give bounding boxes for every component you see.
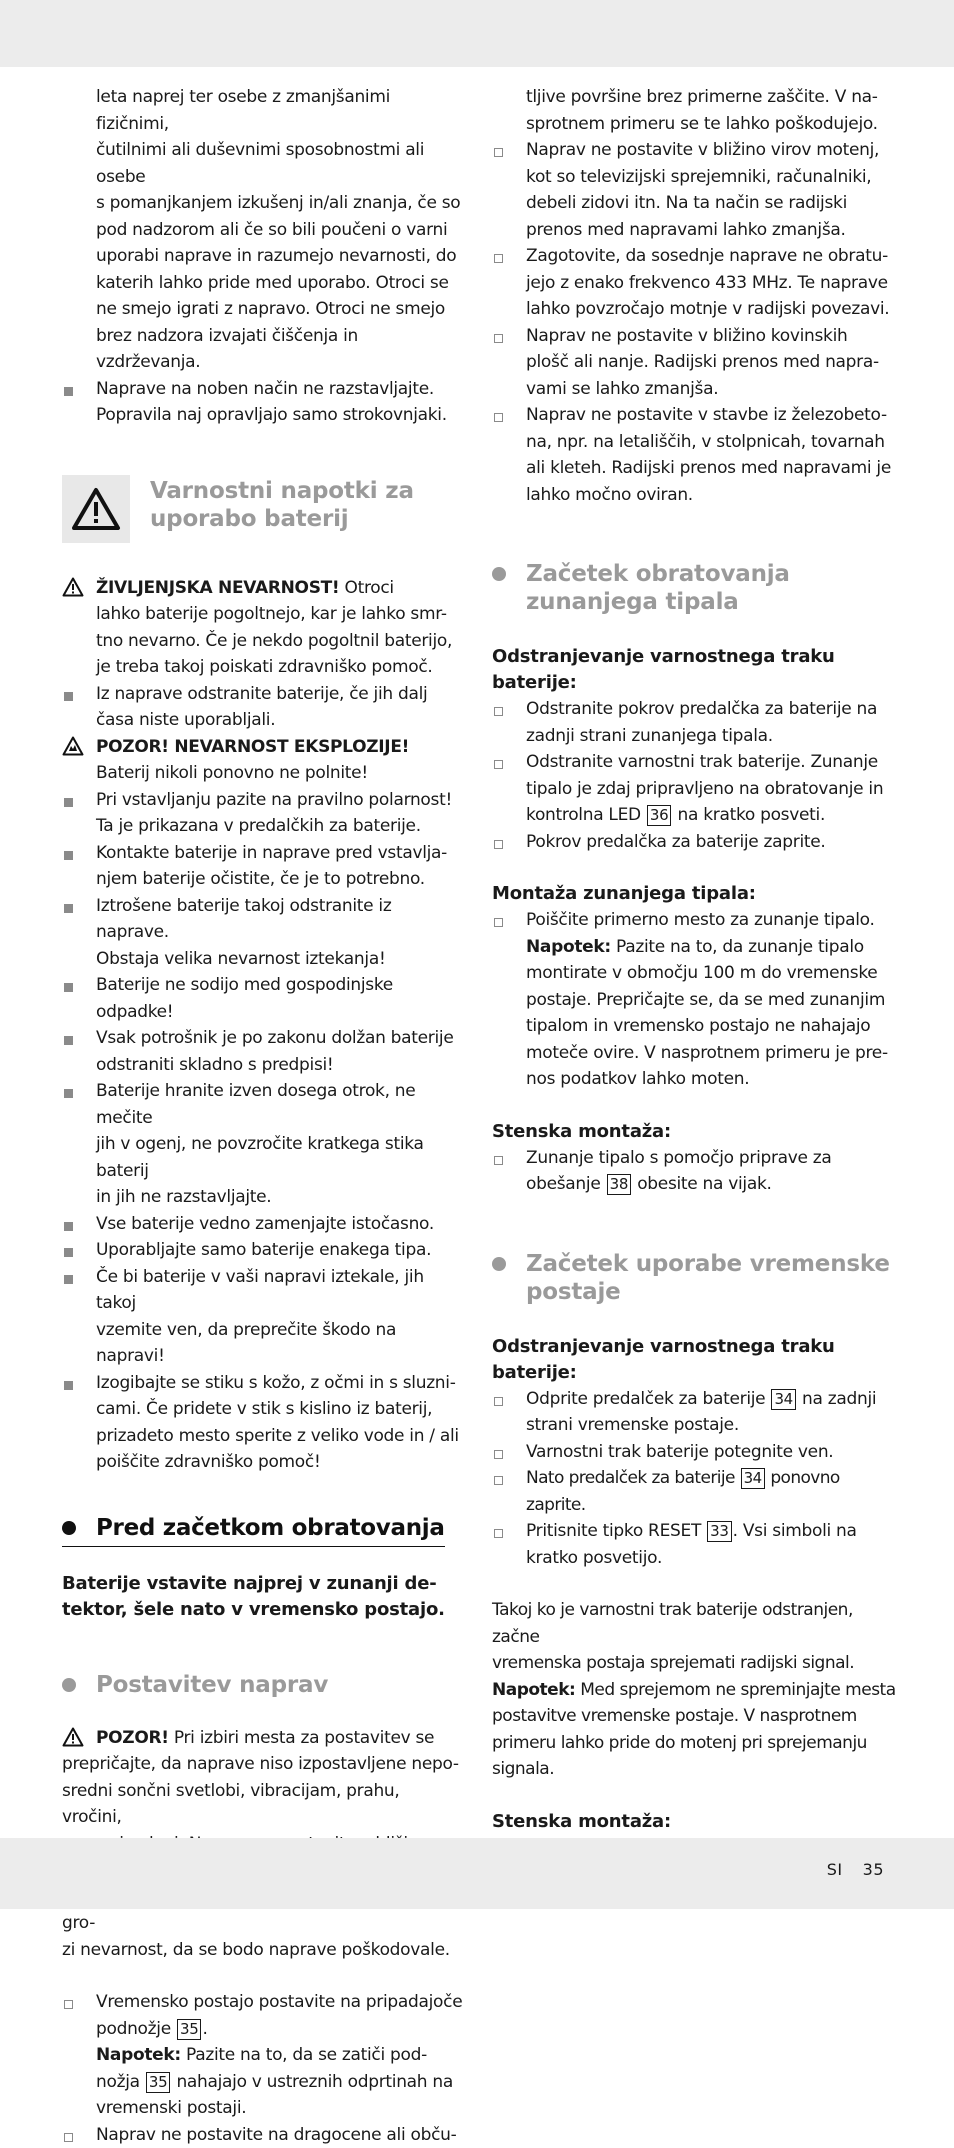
list-item (62, 1264, 464, 1370)
list-item (492, 323, 897, 403)
right-column (492, 84, 897, 1888)
text-line: Uporabljajte samo baterije enakega tipa. (96, 1237, 464, 1264)
caution-paragraph (62, 1725, 464, 1752)
heading-text: Pred začetkom obratovanja (96, 1515, 445, 1541)
list-item (62, 1211, 464, 1238)
text-fragment: na kratko posveti. (672, 805, 825, 825)
text-line: Obstaja velika nevarnost iztekanja! (96, 946, 464, 973)
text-fragment: Nato predalček za baterije (526, 1468, 740, 1488)
list-item (62, 1370, 464, 1476)
list-item (492, 137, 897, 243)
text-line: leta naprej ter osebe z zmanjšanimi fizičnimi, (96, 84, 464, 137)
text-line: signala. (492, 1756, 897, 1783)
text-line: Iz naprave odstranite baterije, če jih dalj (96, 681, 464, 708)
text-fragment: Odprite predalček za baterije (526, 1389, 770, 1409)
text-line: Vsak potrošnik je po zakonu dolžan baterije (96, 1025, 464, 1052)
text-line: tipalom in vremensko postajo ne nahajajo (526, 1013, 897, 1040)
text-line: ne smejo igrati z napravo. Otroci ne smejo (96, 296, 464, 323)
part-reference-number: 34 (771, 1389, 796, 1410)
list-item (62, 1237, 464, 1264)
heading-text: Postavitev naprav (96, 1672, 328, 1698)
text-fragment: ponovno zaprite. (526, 1468, 840, 1515)
part-reference-number: 33 (707, 1521, 732, 1542)
text-line: Baterije vstavite najprej v zunanji de- (62, 1571, 464, 1597)
text-fragment: Otroci (339, 578, 393, 598)
text-line: lahko močno oviran. (526, 482, 897, 509)
warning-icon (62, 577, 84, 606)
part-reference-number: 35 (177, 2019, 202, 2040)
text-line: Naprave na noben način ne razstavljajte. (96, 376, 464, 403)
battery-safety-header (62, 475, 464, 559)
subheading: Montaža zunanjega tipala: (492, 881, 897, 907)
note-label: Napotek: (526, 937, 611, 957)
text-line: Naprav ne postavite v bližino kovinskih (526, 323, 897, 350)
text-line: Pokrov predalčka za baterije zaprite. (526, 829, 897, 856)
text-line: Vse baterije vedno zamenjajte istočasno. (96, 1211, 464, 1238)
insert-note (62, 1571, 464, 1623)
bottom-margin-bar (0, 1838, 954, 1909)
list-item (62, 681, 464, 734)
text-line: baterije: (492, 1360, 897, 1386)
bullet-dot-icon (492, 1257, 506, 1271)
text-line: plošč ali nanje. Radijski prenos med napra- (526, 349, 897, 376)
list-item (492, 1465, 897, 1518)
part-reference-number: 36 (647, 805, 672, 826)
danger-warning (62, 575, 464, 681)
text-line: Varnostni trak baterije potegnite ven. (526, 1439, 897, 1466)
text-line: je treba takoj poiskati zdravniško pomoč. (96, 654, 464, 681)
text-fragment: Pri izbiri mesta za postavitev se (169, 1728, 434, 1748)
list-item (492, 1145, 897, 1198)
text-fragment: kontrolna LED (526, 805, 646, 825)
text-line: odstraniti skladno s predpisi! (96, 1052, 464, 1079)
text-line: vremenski postaji. (96, 2095, 464, 2122)
section-heading (492, 1250, 897, 1306)
text-line: jejo z enako frekvenco 433 MHz. Te naprave (526, 270, 897, 297)
text-line: Poiščite primerno mesto za zunanje tipalo. (526, 907, 897, 934)
text-line: uporabi naprave in razumejo nevarnosti, do (96, 243, 464, 270)
list-item (62, 840, 464, 893)
text-line: s pomanjkanjem izkušenj in/ali znanja, če so (96, 190, 464, 217)
heading-text: Začetek uporabe vremenske (526, 1250, 897, 1278)
text-line: postaje. Prepričajte se, da se med zunanjim (526, 987, 897, 1014)
text-line: primeru lahko pride do motenj pri sprejemanju (492, 1730, 897, 1757)
explosion-icon (62, 736, 84, 765)
list-item (492, 1518, 897, 1571)
text-line: Izogibajte se stiku s kožo, z očmi in s sluzni- (96, 1370, 464, 1397)
section-heading (62, 1671, 464, 1699)
text-line: katerih lahko pride med uporabo. Otroci se (96, 270, 464, 297)
text-line: Odstranite varnostni trak baterije. Zunanje (526, 749, 897, 776)
text-line: Odstranjevanje varnostnega traku (492, 644, 897, 670)
text-line: tipalo je zdaj pripravljeno na obratovanje in (526, 776, 897, 803)
text-fragment: obešanje (526, 1174, 606, 1194)
text-line: Odstranite pokrov predalčka za baterije na (526, 696, 897, 723)
list-item (492, 829, 897, 856)
text-line: sprotnem primeru se te lahko poškodujejo. (526, 111, 897, 138)
text-line: lahko povzročajo motnje v radijski povezavi. (526, 296, 897, 323)
section-heading (492, 560, 897, 616)
text-line: kot so televizijski sprejemniki, računalniki, (526, 164, 897, 191)
title-line: uporabo baterij (150, 505, 414, 533)
text-fragment: nožja (96, 2072, 145, 2092)
text-line: prizadeto mesto sperite z veliko vode in / ali (96, 1423, 464, 1450)
explosion-warning (62, 734, 464, 787)
text-line: Naprav ne postavite v bližino virov motenj, (526, 137, 897, 164)
part-reference-number: 35 (146, 2072, 171, 2093)
text-line: ali kleteh. Radijski prenos med napravami je (526, 455, 897, 482)
list-item (492, 402, 897, 508)
text-line: čutilnimi ali duševnimi sposobnostmi ali osebe (96, 137, 464, 190)
text-line: vzemite ven, da preprečite škodo na napravi! (96, 1317, 464, 1370)
text-line: Vremensko postajo postavite na pripadajoče (96, 1989, 464, 2016)
heading-text: Začetek obratovanja (526, 560, 897, 588)
text-fragment: . (202, 2019, 207, 2039)
subheading (492, 644, 897, 696)
list-item (492, 243, 897, 323)
list-item (492, 696, 897, 749)
list-item (62, 787, 464, 840)
list-item (62, 2122, 464, 2148)
text-line: Naprav ne postavite na dragocene ali obču- (96, 2122, 464, 2148)
warning-label: POZOR! NEVARNOST EKSPLOZIJE! (96, 734, 464, 761)
text-line: kratko posvetijo. (526, 1545, 897, 1572)
list-item (62, 1989, 464, 2122)
text-line: in jih ne razstavljajte. (96, 1184, 464, 1211)
text-line: na, npr. na letališčih, v stolpnicah, tovarnah (526, 429, 897, 456)
bullet-dot-icon (492, 567, 506, 581)
text-fragment: Pazite na to, da se zatiči pod- (181, 2045, 427, 2065)
text-line: Kontakte baterije in naprave pred vstavlja- (96, 840, 464, 867)
text-line: postavitve vremenske postaje. V nasprotnem (492, 1703, 897, 1730)
text-line: tektor, šele nato v vremensko postajo. (62, 1597, 464, 1623)
text-line: vremenska postaja sprejemati radijski signal. (492, 1650, 897, 1677)
list-item (62, 1025, 464, 1078)
body-paragraph (492, 1597, 897, 1783)
text-fragment: podnožje (96, 2019, 176, 2039)
warning-label: POZOR! (96, 1728, 169, 1748)
text-line: pod nadzorom ali če so bili poučeni o varni (96, 217, 464, 244)
text-line: Če bi baterije v vaši napravi iztekale, jih takoj (96, 1264, 464, 1317)
text-line: Popravila naj opravljajo samo strokovnjaki. (96, 402, 464, 429)
list-item (62, 972, 464, 1025)
text-line: tljive površine brez primerne zaščite. V na- (526, 84, 897, 111)
section-heading (62, 1514, 445, 1547)
text-line: Baterij nikoli ponovno ne polnite! (96, 760, 464, 787)
heading-text: postaje (526, 1278, 897, 1306)
note-label: Napotek: (492, 1680, 575, 1700)
text-fragment: obesite na vijak. (632, 1174, 772, 1194)
text-line: prepričajte, da naprave niso izpostavljene nepo- (62, 1751, 464, 1778)
text-line: sredni sončni svetlobi, vibracijam, prahu, vročini, (62, 1778, 464, 1831)
language-code: SI (827, 1860, 843, 1879)
text-line: Iztrošene baterije takoj odstranite iz naprave. (96, 893, 464, 946)
text-line: Odstranjevanje varnostnega traku (492, 1334, 897, 1360)
title-line: Varnostni napotki za (150, 477, 414, 505)
text-line: debeli zidovi itn. Na ta način se radijski (526, 190, 897, 217)
text-line: poiščite zdravniško pomoč! (96, 1449, 464, 1476)
text-line: lahko baterije pogoltnejo, kar je lahko smr- (96, 601, 464, 628)
text-line: Baterije hranite izven dosega otrok, ne mečite (96, 1078, 464, 1131)
text-line: zadnji strani zunanjega tipala. (526, 723, 897, 750)
text-line: strani vremenske postaje. (526, 1412, 897, 1439)
part-reference-number: 38 (607, 1174, 632, 1195)
text-fragment: Pazite na to, da zunanje tipalo (611, 937, 864, 957)
page-number: 35 (863, 1860, 884, 1879)
warning-icon (62, 1727, 84, 1756)
text-line: zi nevarnost, da se bodo naprave poškodovale. (62, 1937, 464, 1964)
subheading: Stenska montaža: (492, 1119, 897, 1145)
list-item (62, 893, 464, 973)
text-fragment: . Vsi simboli na (733, 1521, 857, 1541)
text-line: Baterije ne sodijo med gospodinjske odpadke! (96, 972, 464, 1025)
text-fragment: na zadnji (797, 1389, 876, 1409)
list-item (492, 1386, 897, 1439)
text-line: brez nadzora izvajati čiščenja in vzdrževanja. (96, 323, 464, 376)
text-line: gro- (62, 1884, 464, 1937)
text-fragment: Pritisnite tipko RESET (526, 1521, 706, 1541)
text-line: vami se lahko zmanjša. (526, 376, 897, 403)
bullet-dot-icon (62, 1521, 76, 1535)
page-footer (827, 1860, 884, 1879)
bullet-dot-icon (62, 1678, 76, 1692)
text-line: njem baterije očistite, če je to potrebno. (96, 866, 464, 893)
list-item (62, 1078, 464, 1211)
text-line: Zagotovite, da sosednje naprave ne obratu- (526, 243, 897, 270)
text-line: baterije: (492, 670, 897, 696)
text-line: tno nevarno. Če je nekdo pogoltnil baterijo, (96, 628, 464, 655)
top-margin-bar (0, 0, 954, 67)
text-line: Ta je prikazana v predalčkih za baterije. (96, 813, 464, 840)
text-line: montirate v območju 100 m do vremenske (526, 960, 897, 987)
continued-paragraph (492, 84, 897, 137)
text-line: Takoj ko je varnostni trak baterije odstranjen, začne (492, 1597, 897, 1650)
text-line: prenos med napravami lahko zmanjša. (526, 217, 897, 244)
note-label: Napotek: (96, 2045, 181, 2065)
text-line: cami. Če pridete v stik s kislino iz baterij, (96, 1396, 464, 1423)
text-line: nos podatkov lahko moten. (526, 1066, 897, 1093)
text-line: moteče ovire. V nasprotnem primeru je pre- (526, 1040, 897, 1067)
text-fragment: nahajajo v ustreznih odprtinah na (171, 2072, 453, 2092)
section-title (150, 477, 414, 533)
heading-text: zunanjega tipala (526, 588, 897, 616)
text-fragment: Med sprejemom ne spreminjajte mesta (575, 1680, 895, 1700)
list-item (492, 1439, 897, 1466)
text-line: jih v ogenj, ne povzročite kratkega stika baterij (96, 1131, 464, 1184)
part-reference-number: 34 (741, 1468, 765, 1489)
list-item (62, 376, 464, 429)
warning-label: ŽIVLJENJSKA NEVARNOST! (96, 578, 339, 598)
text-line: Zunanje tipalo s pomočjo priprave za (526, 1145, 897, 1172)
warning-triangle-icon (62, 475, 130, 543)
text-line: Pri vstavljanju pazite na pravilno polarnost! (96, 787, 464, 814)
text-line: Naprav ne postavite v stavbe iz železobeto- (526, 402, 897, 429)
subheading: Stenska montaža: (492, 1809, 897, 1835)
list-item (492, 907, 897, 1093)
list-item (492, 749, 897, 829)
subheading (492, 1334, 897, 1386)
intro-paragraph (62, 84, 464, 376)
text-line: časa niste uporabljali. (96, 707, 464, 734)
